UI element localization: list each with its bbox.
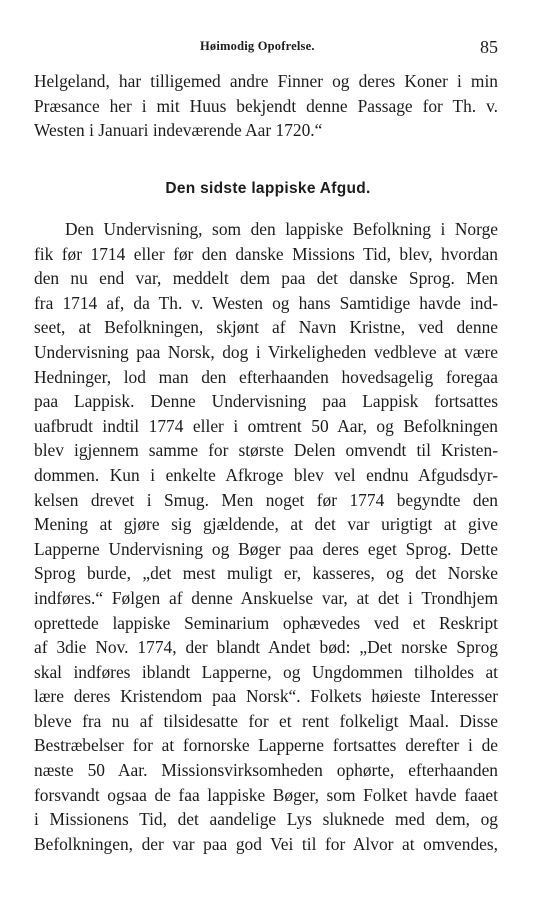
text-line: Hedninger, lod man den efterhaanden hovedsagelig foregaa (34, 366, 498, 387)
text-line: bleve fra nu af tilsidesatte for et rent folkeligt Maal. Disse (34, 710, 498, 731)
text-line: indføres.“ Følgen af denne Anskuelse var, at det i Trondhjem (34, 587, 498, 608)
text-line: Helgeland, har tilligemed andre Finner og deres Koner i min (34, 71, 498, 91)
text-line: Præsance her i mit Huus bekjendt denne Passage for Th. v. (34, 95, 498, 116)
text-line: Westen i Januari indeværende Aar 1720.“ (34, 120, 323, 141)
text-line: Sprog burde, „det mest muligt er, kasseres, og det Norske (34, 563, 498, 584)
text-line: blev igjennem samme for største Delen omvendt til Kristen- (34, 440, 498, 461)
text-line: paa Lappisk. Denne Undervisning paa Lappisk fortsattes (34, 391, 498, 412)
text-line: Bestræbelser for at fornorske Lapperne fortsattes derefter i de (34, 735, 498, 756)
text-line: skal indføres iblandt Lapperne, og Ungdommen tilholdes at (34, 661, 498, 682)
text-line: forsvandt ogsaa de faa lappiske Bøger, som Folket havde faaet (34, 784, 498, 805)
text-line: Lapperne Undervisning og Bøger paa deres eget Sprog. Dette (34, 538, 498, 559)
running-title: Høimodig Opofrelse. (200, 39, 315, 53)
body-paragraph (34, 217, 498, 856)
text-line: oprettede lappiske Seminarium ophævedes ved et Reskript (34, 612, 498, 633)
text-line: Befolkningen, der var paa god Vei til for Alvor at omvendes, (34, 833, 498, 854)
text-line: Mening at gjøre sig gjældende, at det var urigtigt at give (34, 514, 498, 535)
text-line: uafbrudt indtil 1774 eller i omtrent 50 Aar, og Befolkningen (34, 415, 498, 436)
section-heading: Den sidste lappiske Afgud. (165, 180, 371, 197)
text-line: Undervisning paa Norsk, dog i Virkeligheden vedbleve at være (34, 341, 498, 362)
intro-paragraph (34, 69, 498, 143)
page-number: 85 (480, 37, 498, 57)
text-line: af 3die Nov. 1774, der blandt Andet bød: „Det norske Sprog (34, 637, 498, 658)
text-line: dommen. Kun i enkelte Afkroge blev vel endnu Afgudsdyr- (34, 464, 498, 485)
running-header (0, 37, 536, 59)
text-line: lære deres Kristendom paa Norsk“. Folkets høieste Interesser (34, 686, 498, 707)
text-line: fra 1714 af, da Th. v. Westen og hans Samtidige havde ind- (34, 292, 498, 313)
text-line: Den Undervisning, som den lappiske Befolkning i Norge (65, 219, 498, 239)
text-line: kelsen drevet i Smug. Men noget før 1774 begyndte den (34, 489, 498, 510)
text-line: den nu end var, meddelt dem paa det danske Sprog. Men (34, 268, 498, 289)
text-line: seet, at Befolkningen, skjønt af Navn Kristne, ved denne (34, 317, 498, 338)
text-line: næste 50 Aar. Missionsvirksomheden ophørte, efterhaanden (34, 760, 498, 781)
text-line: i Missionens Tid, det aandelige Lys sluknede med dem, og (34, 809, 498, 830)
text-line: fik før 1714 eller før den danske Missions Tid, blev, hvordan (34, 243, 498, 264)
